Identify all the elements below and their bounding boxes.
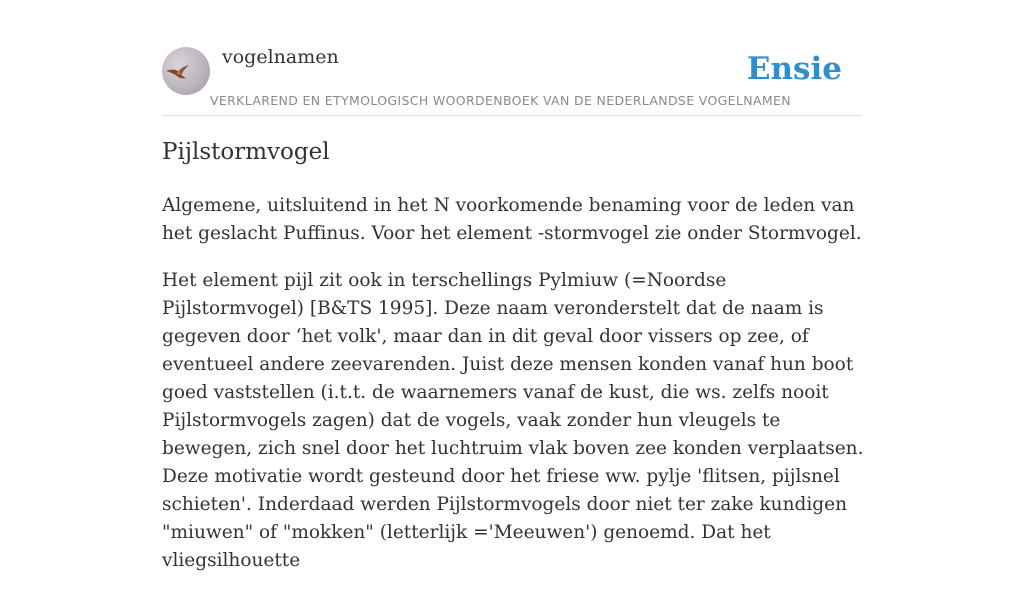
article-paragraph: Het element pijl zit ook in terschellings Pylmiuw (=Noordse Pijlstormvogel) [B&TS 1995]. Deze naam veronderstelt dat de naam is gegeven door ‘het volk', maar dan in dit geval door vissers op zee, of eventueel andere zeevarenden. Juist deze mensen konden vanaf hun boot goed vaststellen (i.t.t. de waarnemers vanaf de kust, die ws. zelfs nooit Pijlstormvogels zagen) dat de vogels, vaak zonder hun vleugels te bewegen, zich snel door het luchtruim vlak boven zee konden verplaatsen. Deze motivatie wordt gesteund door het friese ww. pylje 'flitsen, pijlsnel schieten'. Inderdaad werden Pijlstormvogels door niet ter zake kundigen "miuwen" of "mokken" (letterlijk ='Meeuwen') genoemd. Dat het vliegsilhouette: [162, 270, 864, 571]
header-divider: [162, 115, 862, 116]
ensie-logo[interactable]: Ensie: [746, 51, 842, 87]
site-subtitle: VERKLAREND EN ETYMOLOGISCH WOORDENBOEK VAN DE NEDERLANDSE VOGELNAMEN: [210, 93, 791, 108]
article-paragraph: Algemene, uitsluitend in het N voorkomende benaming voor de leden van het geslacht Puffinus. Voor het element -stormvogel zie onder Stormvogel.: [162, 195, 862, 244]
bird-icon: [162, 47, 210, 95]
article-title: Pijlstormvogel: [162, 139, 330, 165]
swallow-avatar-icon[interactable]: [162, 47, 210, 95]
site-name[interactable]: vogelnamen: [222, 46, 339, 68]
article-body: [162, 192, 867, 594]
site-header: [162, 44, 862, 116]
